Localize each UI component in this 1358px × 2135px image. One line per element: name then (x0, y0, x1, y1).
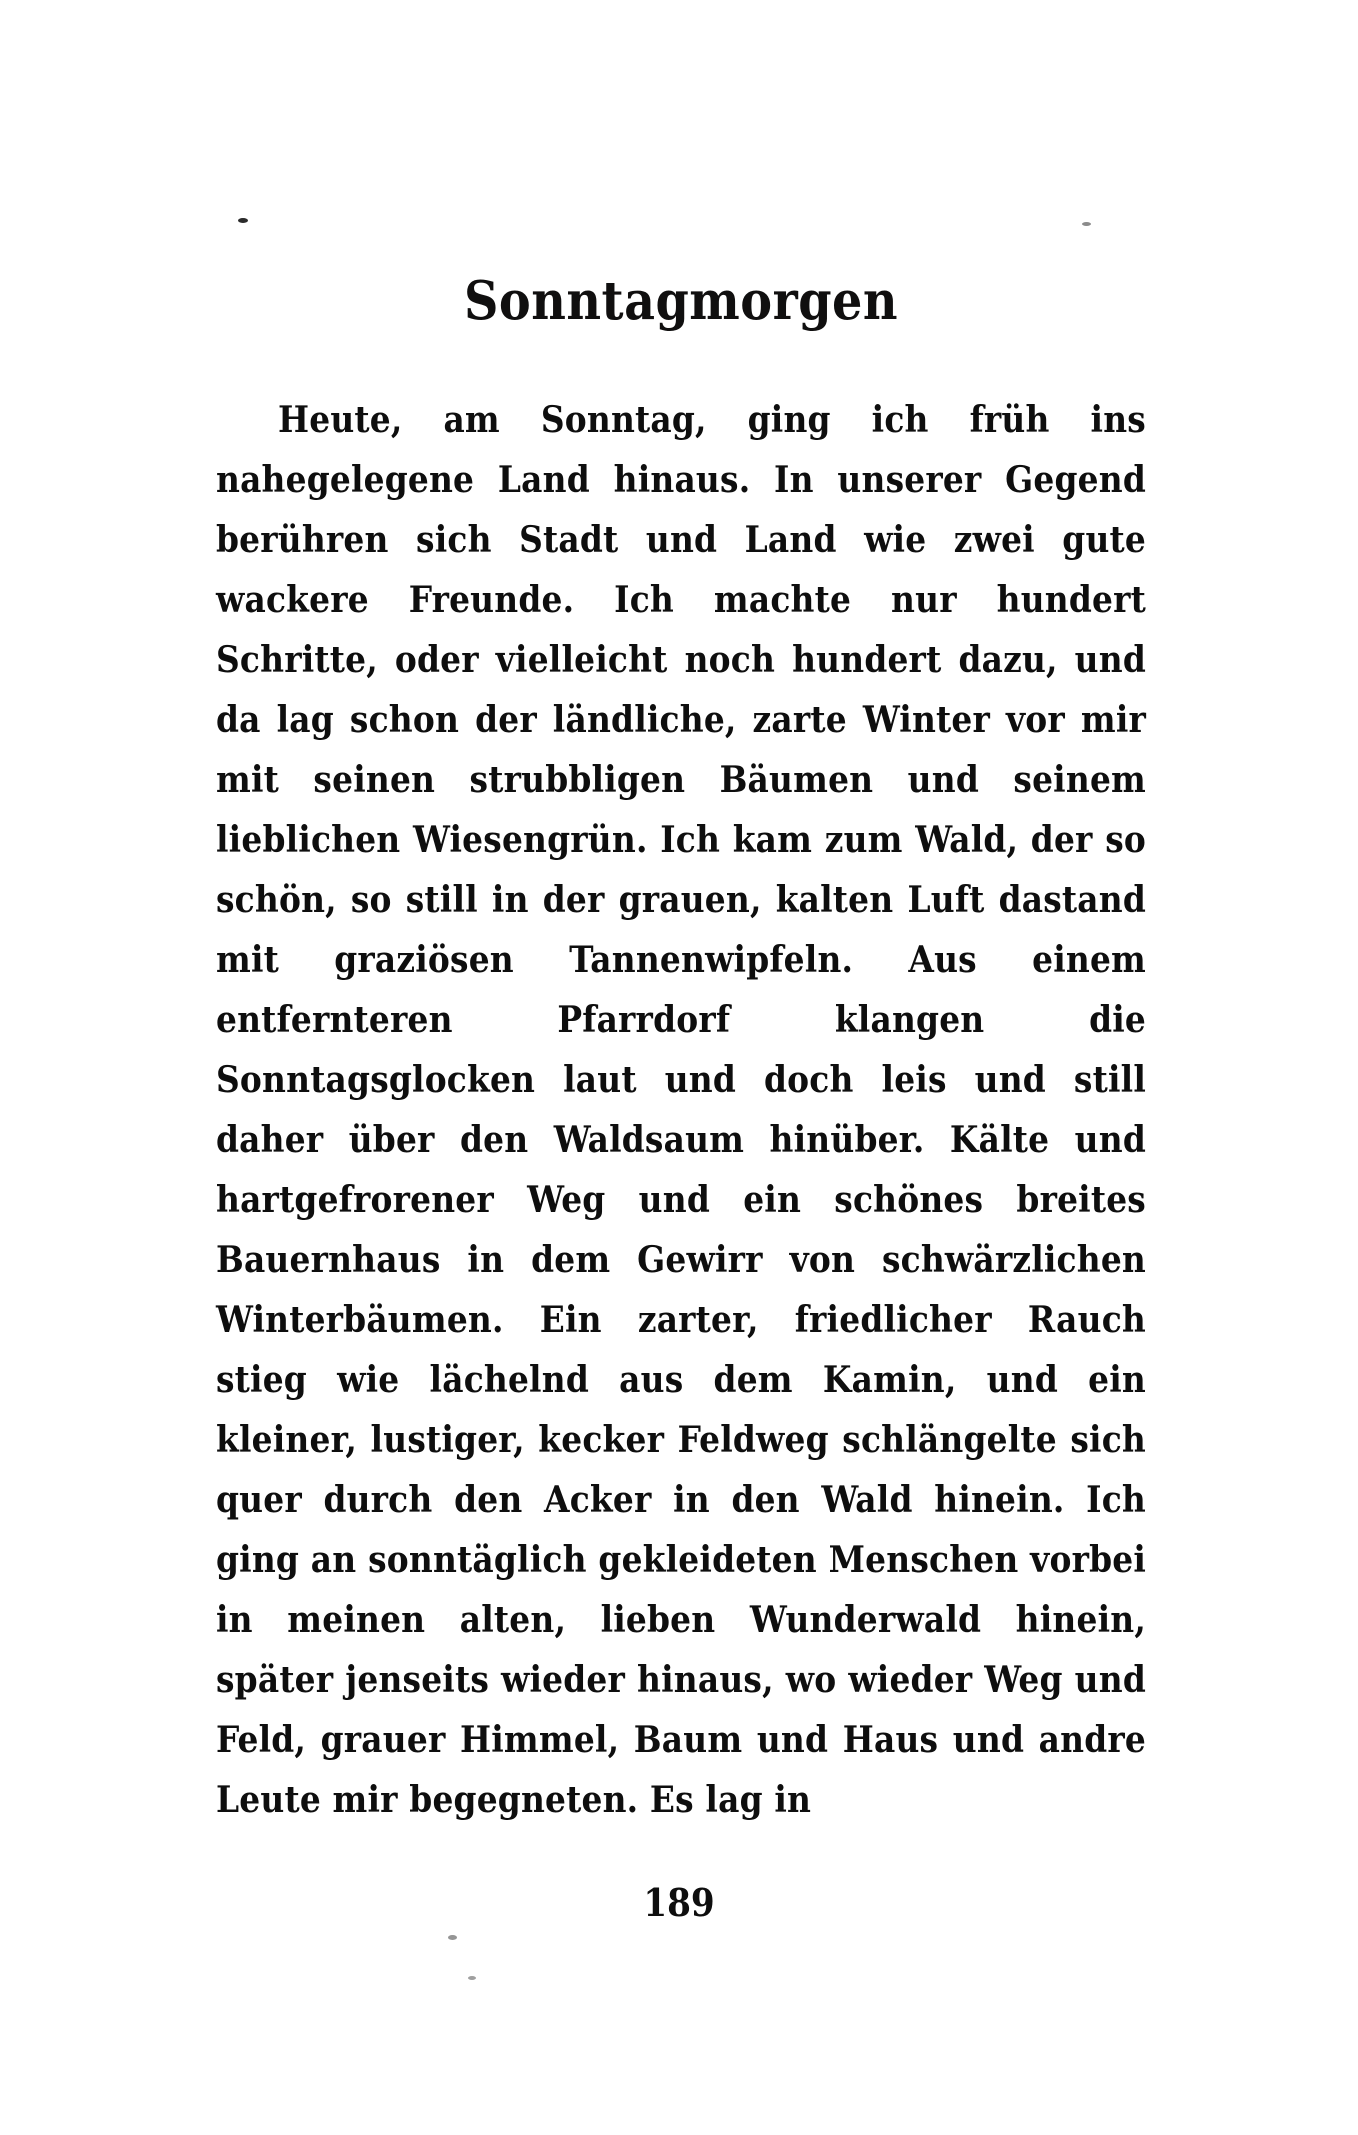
body-paragraph-text: Heute, am Sonntag, ging ich früh ins nahegelegene Land hinaus. In unserer Gegend berühren sich Stadt und Land wie zwei gute wackere Freunde. Ich machte nur hundert Schritte, oder vielleicht noch hundert dazu, und da lag schon der ländliche, zarte Winter vor mir mit seinen strubbligen Bäumen und seinem lieblichen Wiesengrün. Ich kam zum Wald, der so schön, so still in der grauen, kalten Luft dastand mit graziösen Tannenwipfeln. Aus einem entfernteren Pfarrdorf klangen die Sonntagsglocken laut und doch leis und still daher über den Waldsaum hinüber. Kälte und hartgefrorener Weg und ein schönes breites Bauernhaus in dem Gewirr von schwärzlichen Winterbäumen. Ein zarter, friedlicher Rauch stieg wie lächelnd aus dem Kamin, und ein kleiner, lustiger, kecker Feldweg schlängelte sich quer durch den Acker in den Wald hinein. Ich ging an sonntäglich gekleideten Menschen vorbei in meinen alten, lieben Wunderwald hinein, später jenseits wieder hinaus, wo wieder Weg und Feld, grauer Himmel, Baum und Haus und andre Leute mir begegneten. Es lag in (216, 398, 1146, 1822)
page-content (216, 272, 1146, 1830)
page-title: Sonntagmorgen (463, 270, 899, 332)
scan-artifact-speck (468, 1976, 476, 1980)
scan-artifact-speck (1082, 222, 1091, 226)
body-paragraph (216, 390, 1146, 1830)
scan-artifact-speck (448, 1935, 457, 1940)
scan-artifact-speck (238, 218, 248, 223)
page-number: 189 (643, 1880, 715, 1925)
